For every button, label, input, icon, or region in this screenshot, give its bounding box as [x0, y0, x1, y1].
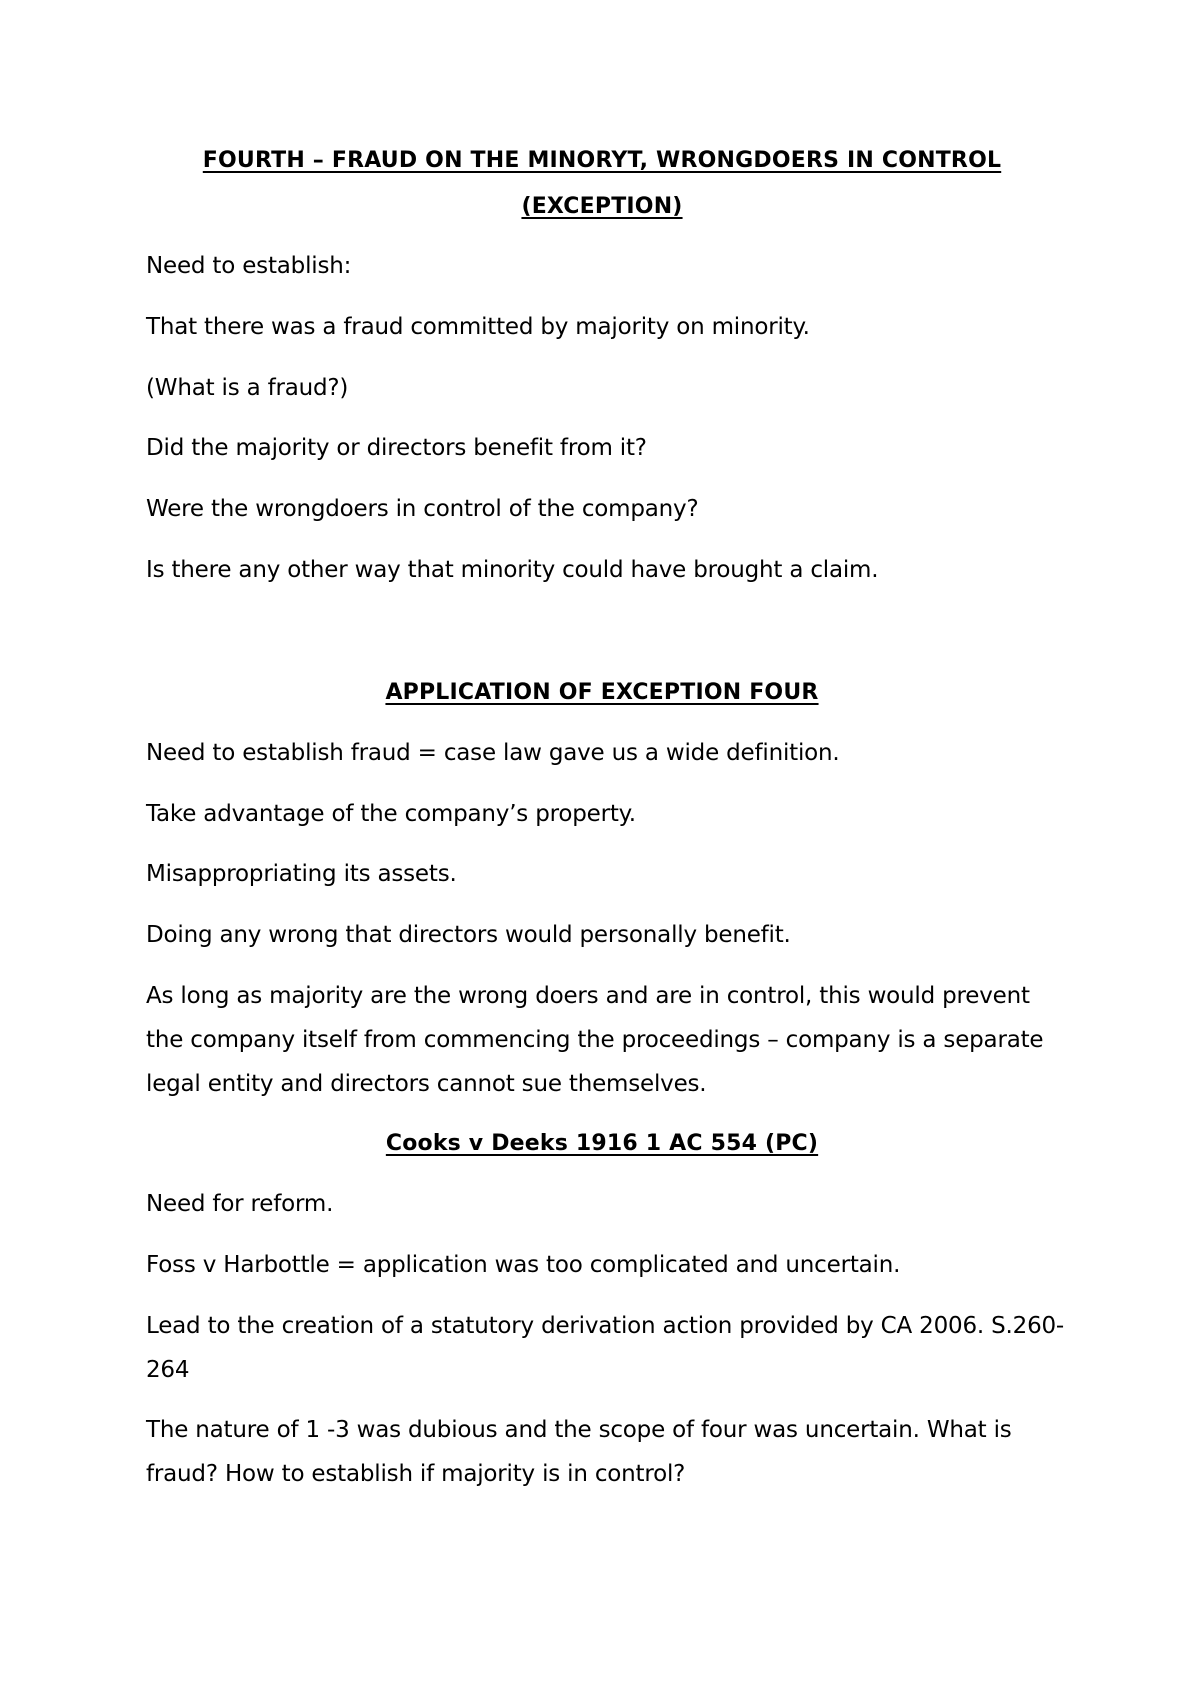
paragraph-misappropriating: Misappropriating its assets.	[146, 861, 457, 887]
section-four-heading-line-1: FOURTH – FRAUD ON THE MINORYT, WRONGDOERS IN CONTROL	[202, 148, 1002, 173]
paragraph-wrongdoers-control: Were the wrongdoers in control of the company?	[146, 496, 699, 522]
application-heading: APPLICATION OF EXCEPTION FOUR	[385, 680, 819, 705]
paragraph-nature-scope: The nature of 1 -3 was dubious and the scope of four was uncertain. What is fraud? How to establish if majority is in control?	[146, 1417, 1012, 1487]
case-heading: Cooks v Deeks 1916 1 AC 554 (PC)	[385, 1131, 819, 1156]
paragraph-statutory-derivation: Lead to the creation of a statutory derivation action provided by CA 2006. S.260-264	[146, 1313, 1065, 1383]
paragraph-foss-v-harbottle: Foss v Harbottle = application was too complicated and uncertain.	[146, 1252, 901, 1278]
section-four-heading-line-2: (EXCEPTION)	[521, 194, 683, 219]
paragraph-what-is-fraud: (What is a fraud?)	[146, 375, 349, 401]
paragraph-need-for-reform: Need for reform.	[146, 1191, 334, 1217]
paragraph-doing-wrong: Doing any wrong that directors would personally benefit.	[146, 922, 791, 948]
paragraph-majority-benefit: Did the majority or directors benefit from it?	[146, 435, 647, 461]
paragraph-other-way: Is there any other way that minority could have brought a claim.	[146, 557, 879, 583]
paragraph-establish-fraud: Need to establish fraud = case law gave us a wide definition.	[146, 740, 840, 766]
paragraph-company-property: Take advantage of the company’s property.	[146, 801, 636, 827]
paragraph-need-to-establish: Need to establish:	[146, 253, 352, 279]
paragraph-fraud-committed: That there was a fraud committed by majority on minority.	[146, 314, 810, 340]
paragraph-majority-wrongdoers: As long as majority are the wrong doers and are in control, this would prevent the company itself from commencing the proceedings – company is a separate legal entity and directors cannot sue themselves.	[146, 983, 1044, 1097]
